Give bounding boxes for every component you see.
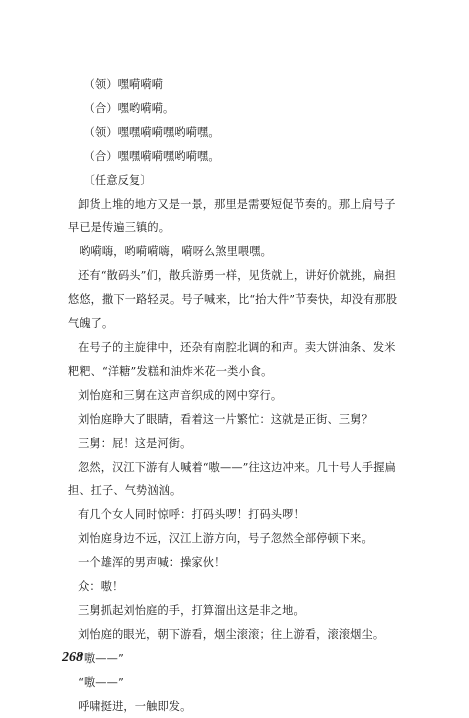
paragraph: 有几个女人同时惊呼：打码头啰！打码头啰！ (78, 508, 305, 522)
paragraph: 刘怡庭睁大了眼睛，看着这一片繁忙：这就是正街、三舅？ (78, 412, 373, 426)
shout-line: “嗷——” (78, 651, 124, 665)
paragraph: 三舅抓起刘怡庭的手，打算溜出这是非之地。 (78, 603, 305, 617)
chant-line-4: （合）嘿嘿嗬嗬嘿哟嗬嘿。 (83, 149, 220, 163)
page-number: 268 (62, 650, 83, 665)
paragraph: 卸货上堆的地方又是一景，那里是需要短促节奏的。那上肩号子早已是传遍三镇的。 (68, 197, 396, 235)
paragraph: 一个雄浑的男声喊：操家伙！ (78, 556, 226, 570)
chant-line-1: （领）嘿嗬嗬嗬 (83, 78, 164, 91)
stage-direction: 〔任意反复〕 (83, 173, 152, 187)
paragraph: 刘怡庭和三舅在这声音织成的网中穿行。 (78, 388, 283, 402)
paragraph: 刘怡庭的眼光，朝下游看，烟尘滚滚；往上游看，滚滚烟尘。 (78, 627, 385, 641)
chant-line-2: （合）嘿哟嗬嗬。 (83, 101, 175, 115)
paragraph: 还有“散码头”们，散兵游勇一样，见货就上，讲好价就挑，扁担悠悠，撒下一路轻灵。号子喊来，比“抬大件”节奏快，却没有那股气魄了。 (68, 269, 398, 331)
paragraph: 刘怡庭身边不远，汉江上游方向，号子忽然全部停顿下来。 (78, 532, 373, 546)
body-text (68, 73, 403, 718)
paragraph: 呼啸挺进，一触即发。 (78, 699, 192, 713)
paragraph: 忽然，汉江下游有人喊着“嗷——”往这边冲来。几十号人手握扁担、扛子、气势汹汹。 (68, 460, 396, 498)
dialogue-line: 三舅：屁！这是河街。 (78, 436, 192, 450)
chant-line: 哟嗬嗨，哟嗬嗬嗨，嗬呀么煞里喂嘿。 (79, 245, 272, 259)
paragraph: 在号子的主旋律中，还杂有南腔北调的和声。卖大饼油条、发米粑粑、“洋糖”发糕和油炸米花一类小食。 (68, 340, 396, 378)
shout-line: “嗷——” (78, 675, 124, 689)
dialogue-line: 众：嗷！ (78, 580, 124, 594)
chant-line-3: （领）嘿嘿嗬嗬嘿哟嗬嘿。 (83, 125, 220, 139)
